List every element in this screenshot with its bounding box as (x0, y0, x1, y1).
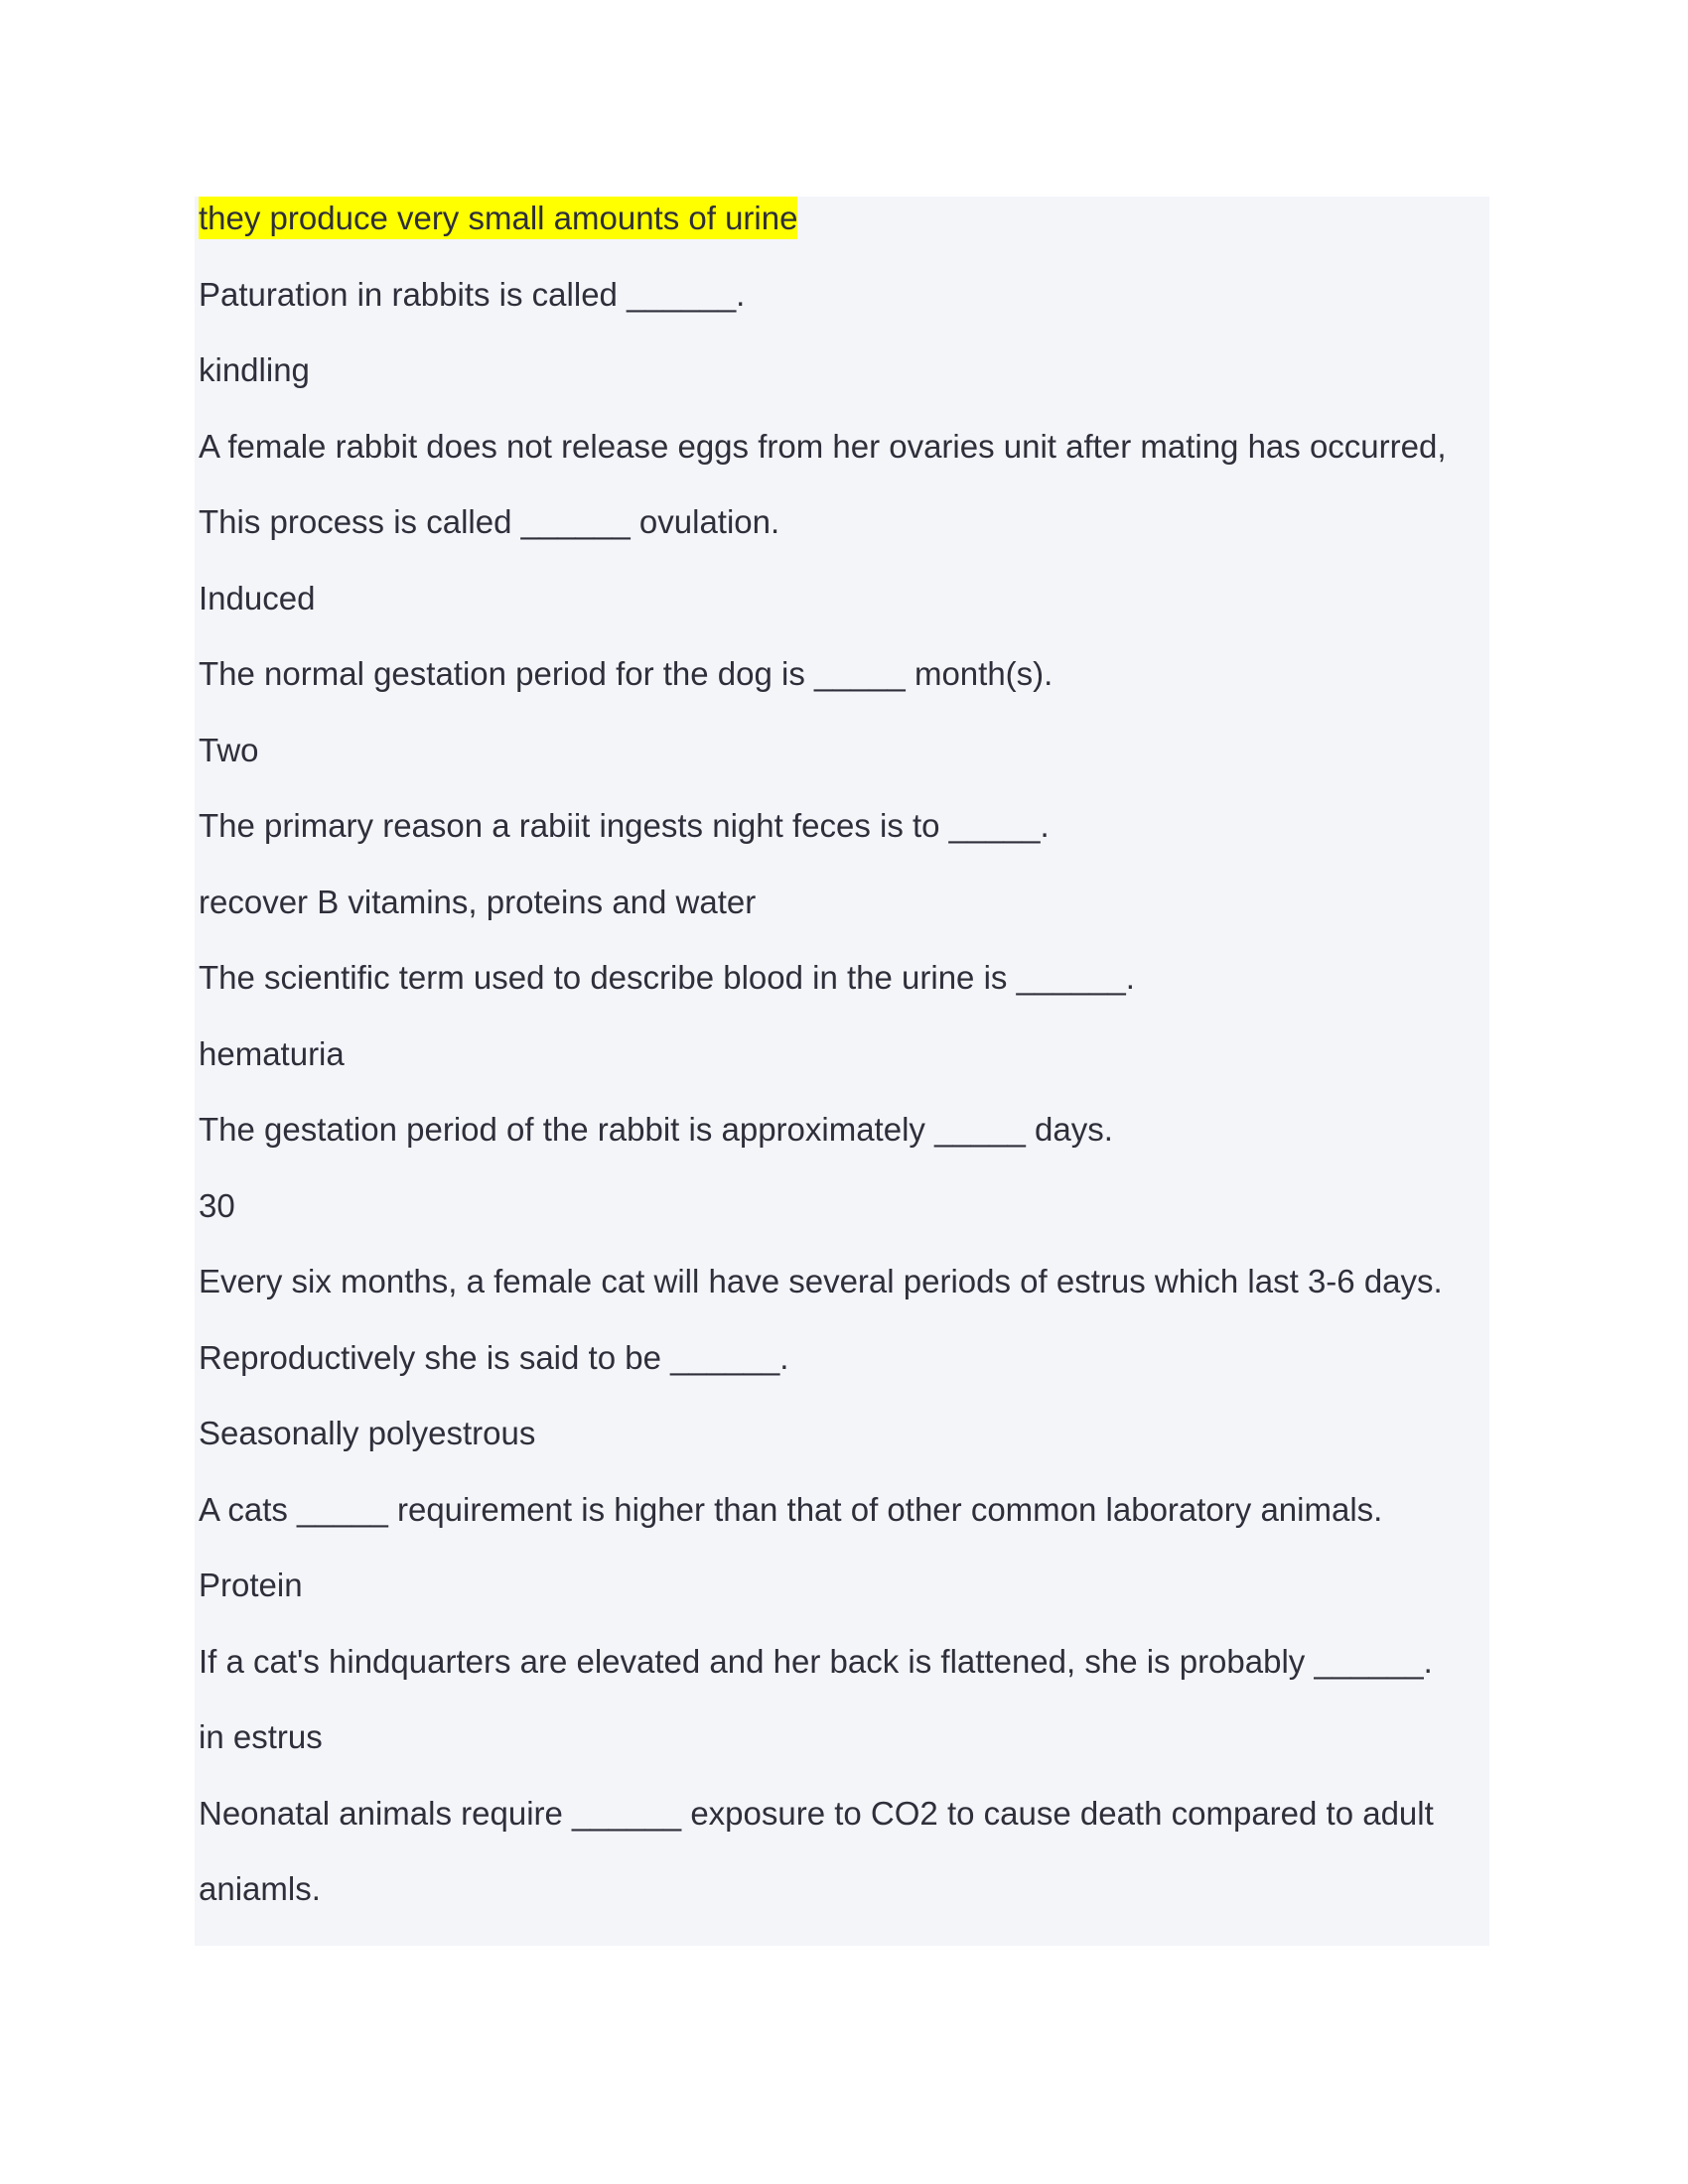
question-line (199, 956, 1447, 1032)
answer-line (199, 197, 1447, 273)
answer-line (199, 729, 1447, 805)
question-line (199, 1867, 1447, 1944)
line-text: The scientific term used to describe blood in the urine is ______. (199, 959, 1135, 996)
line-text: A cats _____ requirement is higher than that of other common laboratory animals. (199, 1490, 1383, 1528)
line-text: recover B vitamins, proteins and water (199, 883, 757, 920)
question-line (199, 1108, 1447, 1184)
answer-line (199, 1564, 1447, 1640)
question-line (199, 1488, 1447, 1565)
question-line (199, 500, 1447, 577)
question-line (199, 1640, 1447, 1716)
answer-line (199, 881, 1447, 957)
answer-line (199, 1715, 1447, 1792)
line-text: Reproductively she is said to be ______. (199, 1338, 789, 1376)
line-text: The gestation period of the rabbit is approximately _____ days. (199, 1111, 1113, 1148)
line-text: hematuria (199, 1034, 345, 1072)
line-text: kindling (199, 351, 310, 388)
question-line (199, 1336, 1447, 1413)
question-line (199, 273, 1447, 349)
answer-line (199, 348, 1447, 425)
answer-line (199, 1184, 1447, 1261)
line-text: The primary reason a rabiit ingests night feces is to _____. (199, 807, 1050, 844)
line-text: Seasonally polyestrous (199, 1415, 536, 1451)
line-text: Two (199, 731, 259, 768)
line-text: Protein (199, 1567, 303, 1603)
answer-line (199, 1032, 1447, 1109)
highlighted-text: they produce very small amounts of urine (199, 197, 797, 239)
line-text: A female rabbit does not release eggs from her ovaries unit after mating has occurred, (199, 427, 1447, 465)
line-text: This process is called ______ ovulation. (199, 503, 780, 540)
question-line (199, 1792, 1447, 1868)
line-text: Induced (199, 579, 316, 616)
question-line (199, 652, 1447, 729)
line-text: Paturation in rabbits is called ______. (199, 275, 746, 313)
line-text: The normal gestation period for the dog is _____ month(s). (199, 655, 1054, 692)
qa-list (199, 197, 1447, 1944)
line-text: If a cat's hindquarters are elevated and her back is flattened, she is probably ______. (199, 1642, 1433, 1680)
question-line (199, 1260, 1447, 1336)
line-text: in estrus (199, 1718, 323, 1755)
question-line (199, 425, 1447, 501)
answer-line (199, 1412, 1447, 1488)
line-text: Every six months, a female cat will have several periods of estrus which last 3-6 days. (199, 1263, 1443, 1299)
answer-line (199, 577, 1447, 653)
line-text: Neonatal animals require ______ exposure to CO2 to cause death compared to adult (199, 1794, 1434, 1832)
question-line (199, 804, 1447, 881)
line-text: aniamls. (199, 1870, 321, 1907)
line-text: 30 (199, 1186, 235, 1224)
